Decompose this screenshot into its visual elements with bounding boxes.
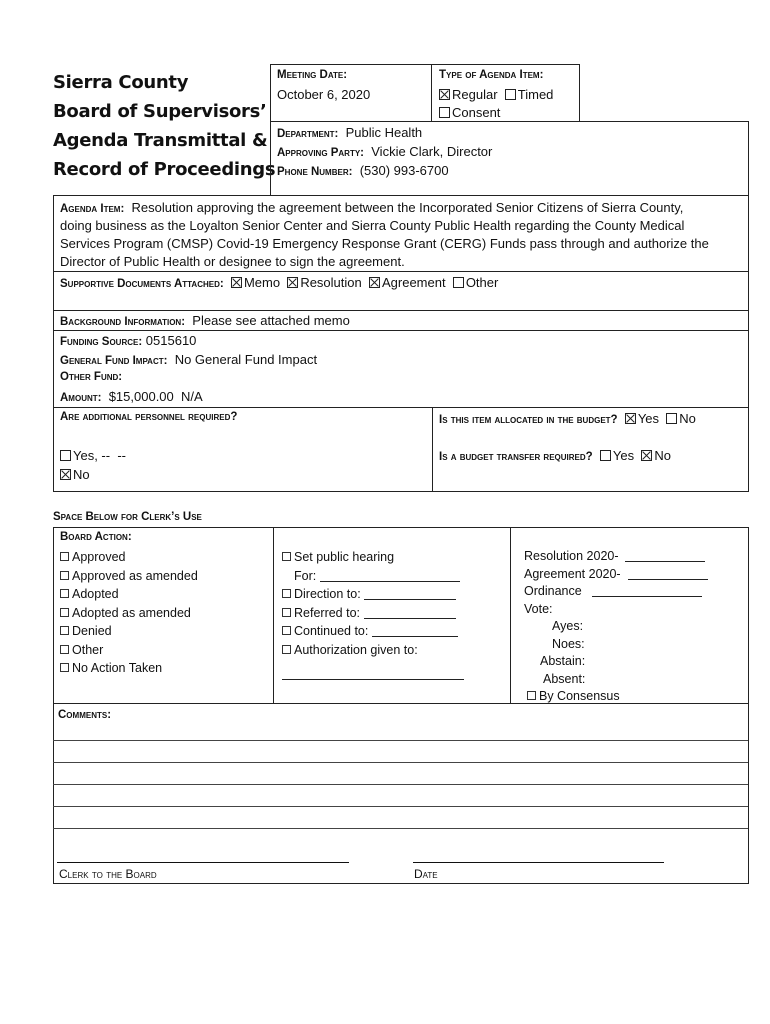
referred-label: Referred to:: [294, 605, 361, 620]
referred-field[interactable]: [364, 606, 456, 619]
comments-box: [53, 703, 749, 884]
memo-label: Memo: [243, 275, 281, 290]
adopted-amended-checkbox[interactable]: [60, 608, 69, 617]
budget-box: [432, 407, 749, 492]
agenda-item-label: Agenda Item:: [60, 203, 125, 215]
adopted-checkbox[interactable]: [60, 589, 69, 598]
vote-box: [510, 527, 749, 704]
personnel-no-checkbox[interactable]: [60, 469, 71, 480]
agenda-item-line: doing business as the Loyalton Senior Center and Sierra County Public Health regarding the County Medical: [60, 218, 685, 233]
continued-label: Continued to:: [294, 624, 369, 638]
action-label: Approved: [72, 550, 126, 564]
other-action-checkbox[interactable]: [60, 645, 69, 654]
personnel-box: [53, 407, 433, 492]
consent-checkbox[interactable]: [439, 107, 450, 118]
action-label: Denied: [72, 624, 112, 638]
approved-amended-checkbox[interactable]: [60, 571, 69, 580]
clerk-signature-label: Clerk to the Board: [59, 867, 157, 881]
referred-checkbox[interactable]: [282, 608, 291, 617]
regular-checkbox[interactable]: [439, 89, 450, 100]
amount-label: Amount:: [60, 392, 102, 404]
set-hearing-label: Set public hearing: [294, 550, 395, 564]
budget-no-checkbox[interactable]: [666, 413, 677, 424]
other-checkbox[interactable]: [453, 277, 464, 288]
agreement-number-field[interactable]: [628, 567, 708, 580]
budget-yes-label: Yes: [637, 411, 660, 426]
funding-source-label: Funding Source:: [60, 336, 143, 348]
agreement-number-label: Agreement 2020-: [524, 566, 621, 581]
board-action-box: [53, 527, 274, 704]
authorization-checkbox[interactable]: [282, 645, 291, 654]
ordinance-field[interactable]: [592, 584, 702, 597]
regular-label: Regular: [452, 87, 498, 102]
direction-checkbox[interactable]: [282, 589, 291, 598]
meeting-date-value[interactable]: October 6, 2020: [277, 87, 371, 102]
comment-line[interactable]: [53, 828, 748, 829]
consensus-label: By Consensus: [539, 689, 620, 703]
amount-value[interactable]: $15,000.00 N/A: [108, 389, 203, 404]
vote-label: Vote:: [524, 601, 553, 616]
supporting-docs-box: [53, 271, 749, 311]
background-value[interactable]: Please see attached memo: [192, 313, 350, 328]
comment-line[interactable]: [53, 762, 748, 763]
continued-field[interactable]: [372, 624, 458, 637]
budget-question: Is this item allocated in the budget?: [439, 414, 618, 426]
approving-party-label: Approving Party:: [277, 147, 365, 159]
transfer-question: Is a budget transfer required?: [439, 451, 593, 463]
agreement-checkbox[interactable]: [369, 277, 380, 288]
agenda-type-box: [431, 64, 580, 122]
authorization-label: Authorization given to:: [294, 642, 418, 657]
personnel-yes-checkbox[interactable]: [60, 450, 71, 461]
for-label: For:: [294, 568, 317, 583]
absent-label: Absent:: [543, 671, 586, 686]
set-hearing-checkbox[interactable]: [282, 552, 291, 561]
direction-label: Direction to:: [294, 587, 361, 601]
ayes-label: Ayes:: [552, 619, 584, 633]
approved-checkbox[interactable]: [60, 552, 69, 561]
general-fund-label: General Fund Impact:: [60, 355, 168, 367]
direction-field[interactable]: [364, 587, 456, 600]
phone-label: Phone Number:: [277, 166, 353, 178]
no-action-checkbox[interactable]: [60, 663, 69, 672]
phone-value[interactable]: (530) 993-6700: [359, 163, 449, 178]
ordinance-label: Ordinance: [524, 584, 582, 598]
meeting-date-label: Meeting Date:: [277, 69, 348, 81]
comment-line[interactable]: [53, 740, 748, 741]
budget-no-label: No: [679, 411, 696, 426]
action-label: Adopted as amended: [72, 605, 191, 620]
background-label: Background Information:: [60, 316, 186, 328]
action-label: No Action Taken: [72, 661, 163, 675]
transfer-no-label: No: [654, 448, 671, 463]
consensus-checkbox[interactable]: [527, 691, 536, 700]
title-line: Record of Proceedings: [53, 159, 276, 180]
clerk-signature-line[interactable]: [57, 862, 349, 863]
background-box: [53, 310, 749, 331]
resolution-checkbox[interactable]: [287, 277, 298, 288]
transfer-yes-label: Yes: [612, 448, 635, 463]
continued-checkbox[interactable]: [282, 626, 291, 635]
resolution-label: Resolution: [300, 275, 362, 290]
title-line: Agenda Transmittal &: [53, 130, 268, 151]
other-label: Other: [465, 275, 499, 290]
clerk-section-header: Space Below for Clerk’s Use: [53, 511, 202, 523]
action-label: Approved as amended: [72, 568, 198, 583]
denied-checkbox[interactable]: [60, 626, 69, 635]
agenda-item-box: [53, 195, 749, 272]
timed-checkbox[interactable]: [505, 89, 516, 100]
memo-checkbox[interactable]: [231, 277, 242, 288]
transfer-no-checkbox[interactable]: [641, 450, 652, 461]
board-action-list: [60, 548, 198, 678]
department-label: Department:: [277, 128, 339, 140]
title-line: Board of Supervisors’: [53, 101, 267, 122]
board-action-label: Board Action:: [60, 531, 132, 543]
personnel-yes-label: Yes, -- --: [73, 448, 126, 463]
timed-label: Timed: [517, 87, 554, 102]
for-field[interactable]: [320, 569, 460, 582]
date-signature-line[interactable]: [413, 862, 664, 863]
personnel-no-label: No: [73, 467, 90, 482]
resolution-number-label: Resolution 2020-: [524, 549, 619, 563]
approving-party-value[interactable]: Vickie Clark, Director: [371, 144, 493, 159]
comment-line[interactable]: [53, 806, 748, 807]
agenda-item-line: Resolution approving the agreement between the Incorporated Senior Citizens of Sierra County,: [131, 200, 684, 215]
agreement-label: Agreement: [381, 275, 446, 290]
document-title: [53, 68, 275, 184]
comments-label: Comments:: [58, 709, 112, 721]
budget-yes-checkbox[interactable]: [625, 413, 636, 424]
supporting-docs-label: Supportive Documents Attached:: [60, 278, 224, 290]
noes-label: Noes:: [552, 636, 585, 651]
department-value[interactable]: Public Health: [345, 125, 423, 140]
resolution-number-field[interactable]: [625, 549, 705, 562]
funding-box: [53, 330, 749, 408]
action-label: Other: [72, 642, 104, 657]
hearing-box: [273, 527, 511, 704]
authorization-field[interactable]: [282, 667, 464, 680]
agenda-type-label: Type of Agenda Item:: [439, 69, 544, 81]
personnel-question: Are additional personnel required?: [60, 411, 238, 423]
meeting-date-box: [270, 64, 432, 122]
agenda-item-line: Director of Public Health or designee to sign the agreement.: [60, 254, 405, 269]
transfer-yes-checkbox[interactable]: [600, 450, 611, 461]
action-label: Adopted: [72, 587, 119, 601]
abstain-label: Abstain:: [540, 654, 586, 668]
general-fund-value[interactable]: No General Fund Impact: [174, 352, 318, 367]
comment-line[interactable]: [53, 784, 748, 785]
funding-source-value[interactable]: 0515610: [145, 333, 197, 348]
department-box: [270, 121, 749, 196]
title-line: Sierra County: [53, 72, 189, 93]
other-fund-label: Other Fund:: [60, 371, 123, 383]
agenda-item-line: Services Program (CMSP) Covid-19 Emergency Response Grant (CERG) Funds pass through and authorize the: [60, 236, 709, 251]
consent-label: Consent: [452, 105, 501, 120]
date-signature-label: Date: [414, 867, 438, 881]
